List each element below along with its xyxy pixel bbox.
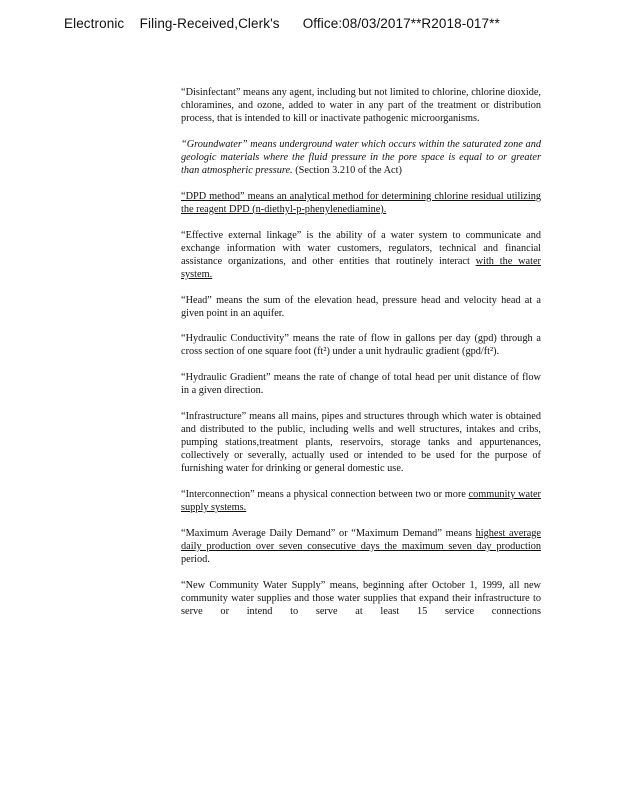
effective-linkage-text: “Effective external linkage” is the ability of a water system to communicate and exchange information with water customers, regulators, technical and financial assistance organizations, and other entities that routinely interact (181, 229, 541, 267)
definition-disinfectant: “Disinfectant” means any agent, including but not limited to chlorine, chlorine dioxide, chloramines, and ozone, added to water in any part of the treatment or distribution process, that is intended to kill or inactivate pathogenic microorganisms. (181, 87, 541, 125)
max-demand-text: “Maximum Average Daily Demand” or “Maximum Demand” means (181, 527, 476, 539)
electronic-filing-header: Electronic Filing-Received,Clerk's Office:08/03/2017**R2018-017** (64, 16, 500, 31)
definition-new-community-water-supply: “New Community Water Supply” means, beginning after October 1, 1999, all new community water supplies and those water supplies that expand their infrastructure to serve or intend to serve at least 15 service connections (181, 579, 541, 617)
effective-linkage-underlined: with the water system. (181, 255, 541, 280)
interconnection-underlined: community water supply systems. (181, 488, 541, 513)
document-body (181, 86, 541, 630)
interconnection-text: “Interconnection” means a physical connection between two or more (181, 488, 469, 500)
dpd-method-underlined-text: “DPD method” means an analytical method for determining chlorine residual utilizing the reagent DPD (n-diethyl-p-phenylenediamine). (181, 190, 541, 215)
groundwater-citation: (Section 3.210 of the Act) (292, 165, 402, 177)
definition-dpd-method (181, 190, 541, 216)
definition-hydraulic-gradient: “Hydraulic Gradient” means the rate of change of total head per unit distance of flow in a given direction. (181, 372, 541, 397)
definition-effective-external-linkage (181, 229, 541, 281)
definition-hydraulic-conductivity: “Hydraulic Conductivity” means the rate of flow in gallons per day (gpd) through a cross section of one square foot (ft²) under a unit hydraulic gradient (gpd/ft²). (181, 333, 541, 358)
max-demand-tail: period. (181, 553, 210, 565)
definition-interconnection (181, 488, 541, 514)
groundwater-italic-text: “Groundwater” means underground water which occurs within the saturated zone and geologic materials where the fluid pressure in the pore space is equal to or greater than atmospheric pressure. (181, 138, 541, 177)
definition-head: “Head” means the sum of the elevation head, pressure head and velocity head at a given point in an aquifer. (181, 294, 541, 319)
definition-maximum-average-daily-demand (181, 527, 541, 566)
max-demand-underlined: highest average daily production over seven consecutive days the maximum seven day production (181, 527, 541, 552)
definition-groundwater (181, 138, 541, 177)
definition-infrastructure: “Infrastructure” means all mains, pipes and structures through which water is obtained and distributed to the public, including wells and well structures, intakes and cribs, pumping stations,treatment plants, reservoirs, storage tanks and appurtenances, collectively or severally, actually used or intended to be used for the purpose of furnishing water for drinking or general domestic use. (181, 410, 541, 475)
